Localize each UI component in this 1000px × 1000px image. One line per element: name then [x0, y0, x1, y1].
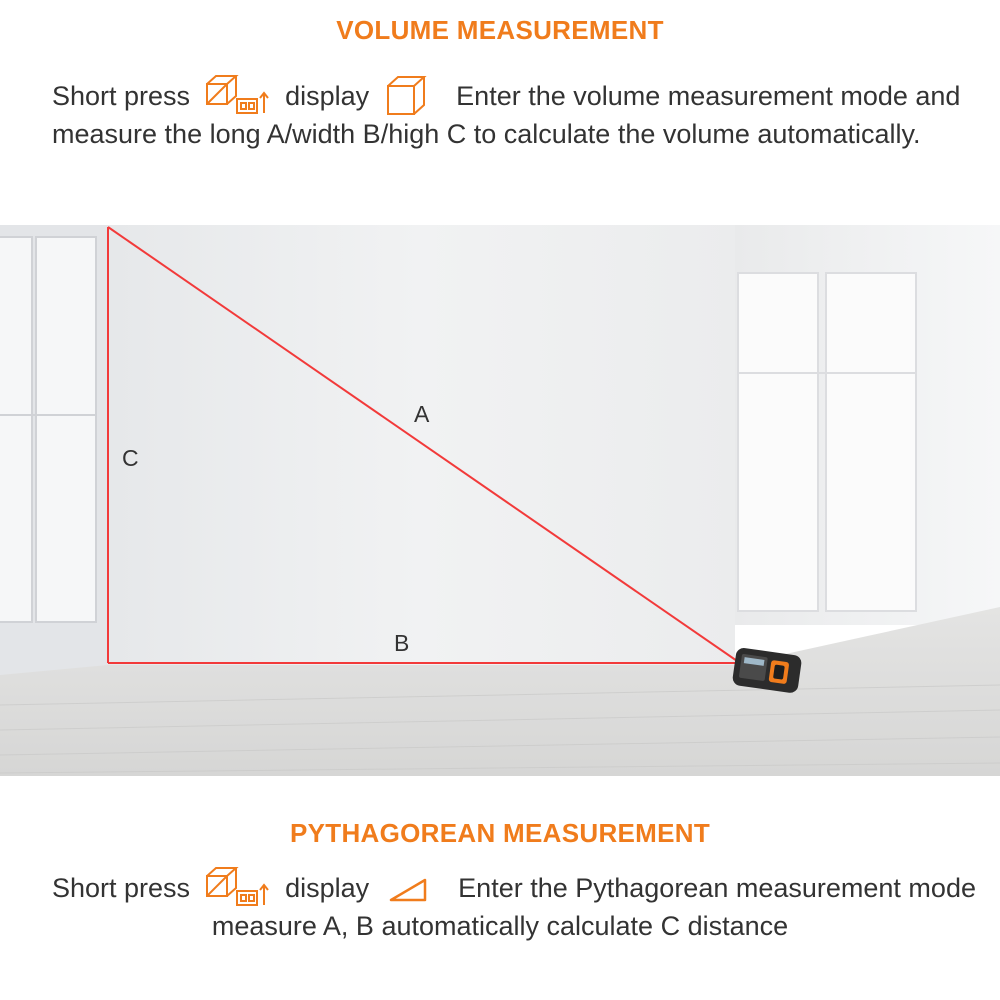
- display-text: display: [285, 80, 370, 111]
- triangle-icon: [387, 870, 431, 906]
- room-diagram: [0, 225, 1000, 776]
- short-press-text: Short press: [52, 80, 191, 111]
- room-illustration: [0, 225, 1000, 776]
- pythagorean-instruction-line1: [52, 866, 976, 910]
- label-c: C: [122, 445, 139, 471]
- display-text: display: [285, 872, 370, 903]
- short-press-text: Short press: [52, 872, 191, 903]
- cube-area-button-icon: [204, 74, 274, 118]
- pythagorean-title: PYTHAGOREAN MEASUREMENT: [289, 818, 711, 848]
- volume-desc-2: measure the long A/width B/high C to calculate the volume automatically.: [52, 119, 921, 149]
- left-window: [0, 237, 96, 622]
- pythagorean-desc-2: measure A, B automatically calculate C distance: [211, 911, 789, 941]
- right-window: [738, 273, 916, 611]
- pythagorean-desc-1: Enter the Pythagorean measurement mode: [458, 872, 976, 903]
- cube-icon: [385, 74, 429, 118]
- label-b: B: [394, 630, 410, 656]
- cube-area-button-icon: [204, 866, 274, 910]
- label-a: A: [414, 401, 430, 427]
- volume-instruction-line1: [52, 74, 960, 118]
- volume-title: VOLUME MEASUREMENT: [336, 15, 664, 45]
- volume-desc-1: Enter the volume measurement mode and: [456, 80, 961, 111]
